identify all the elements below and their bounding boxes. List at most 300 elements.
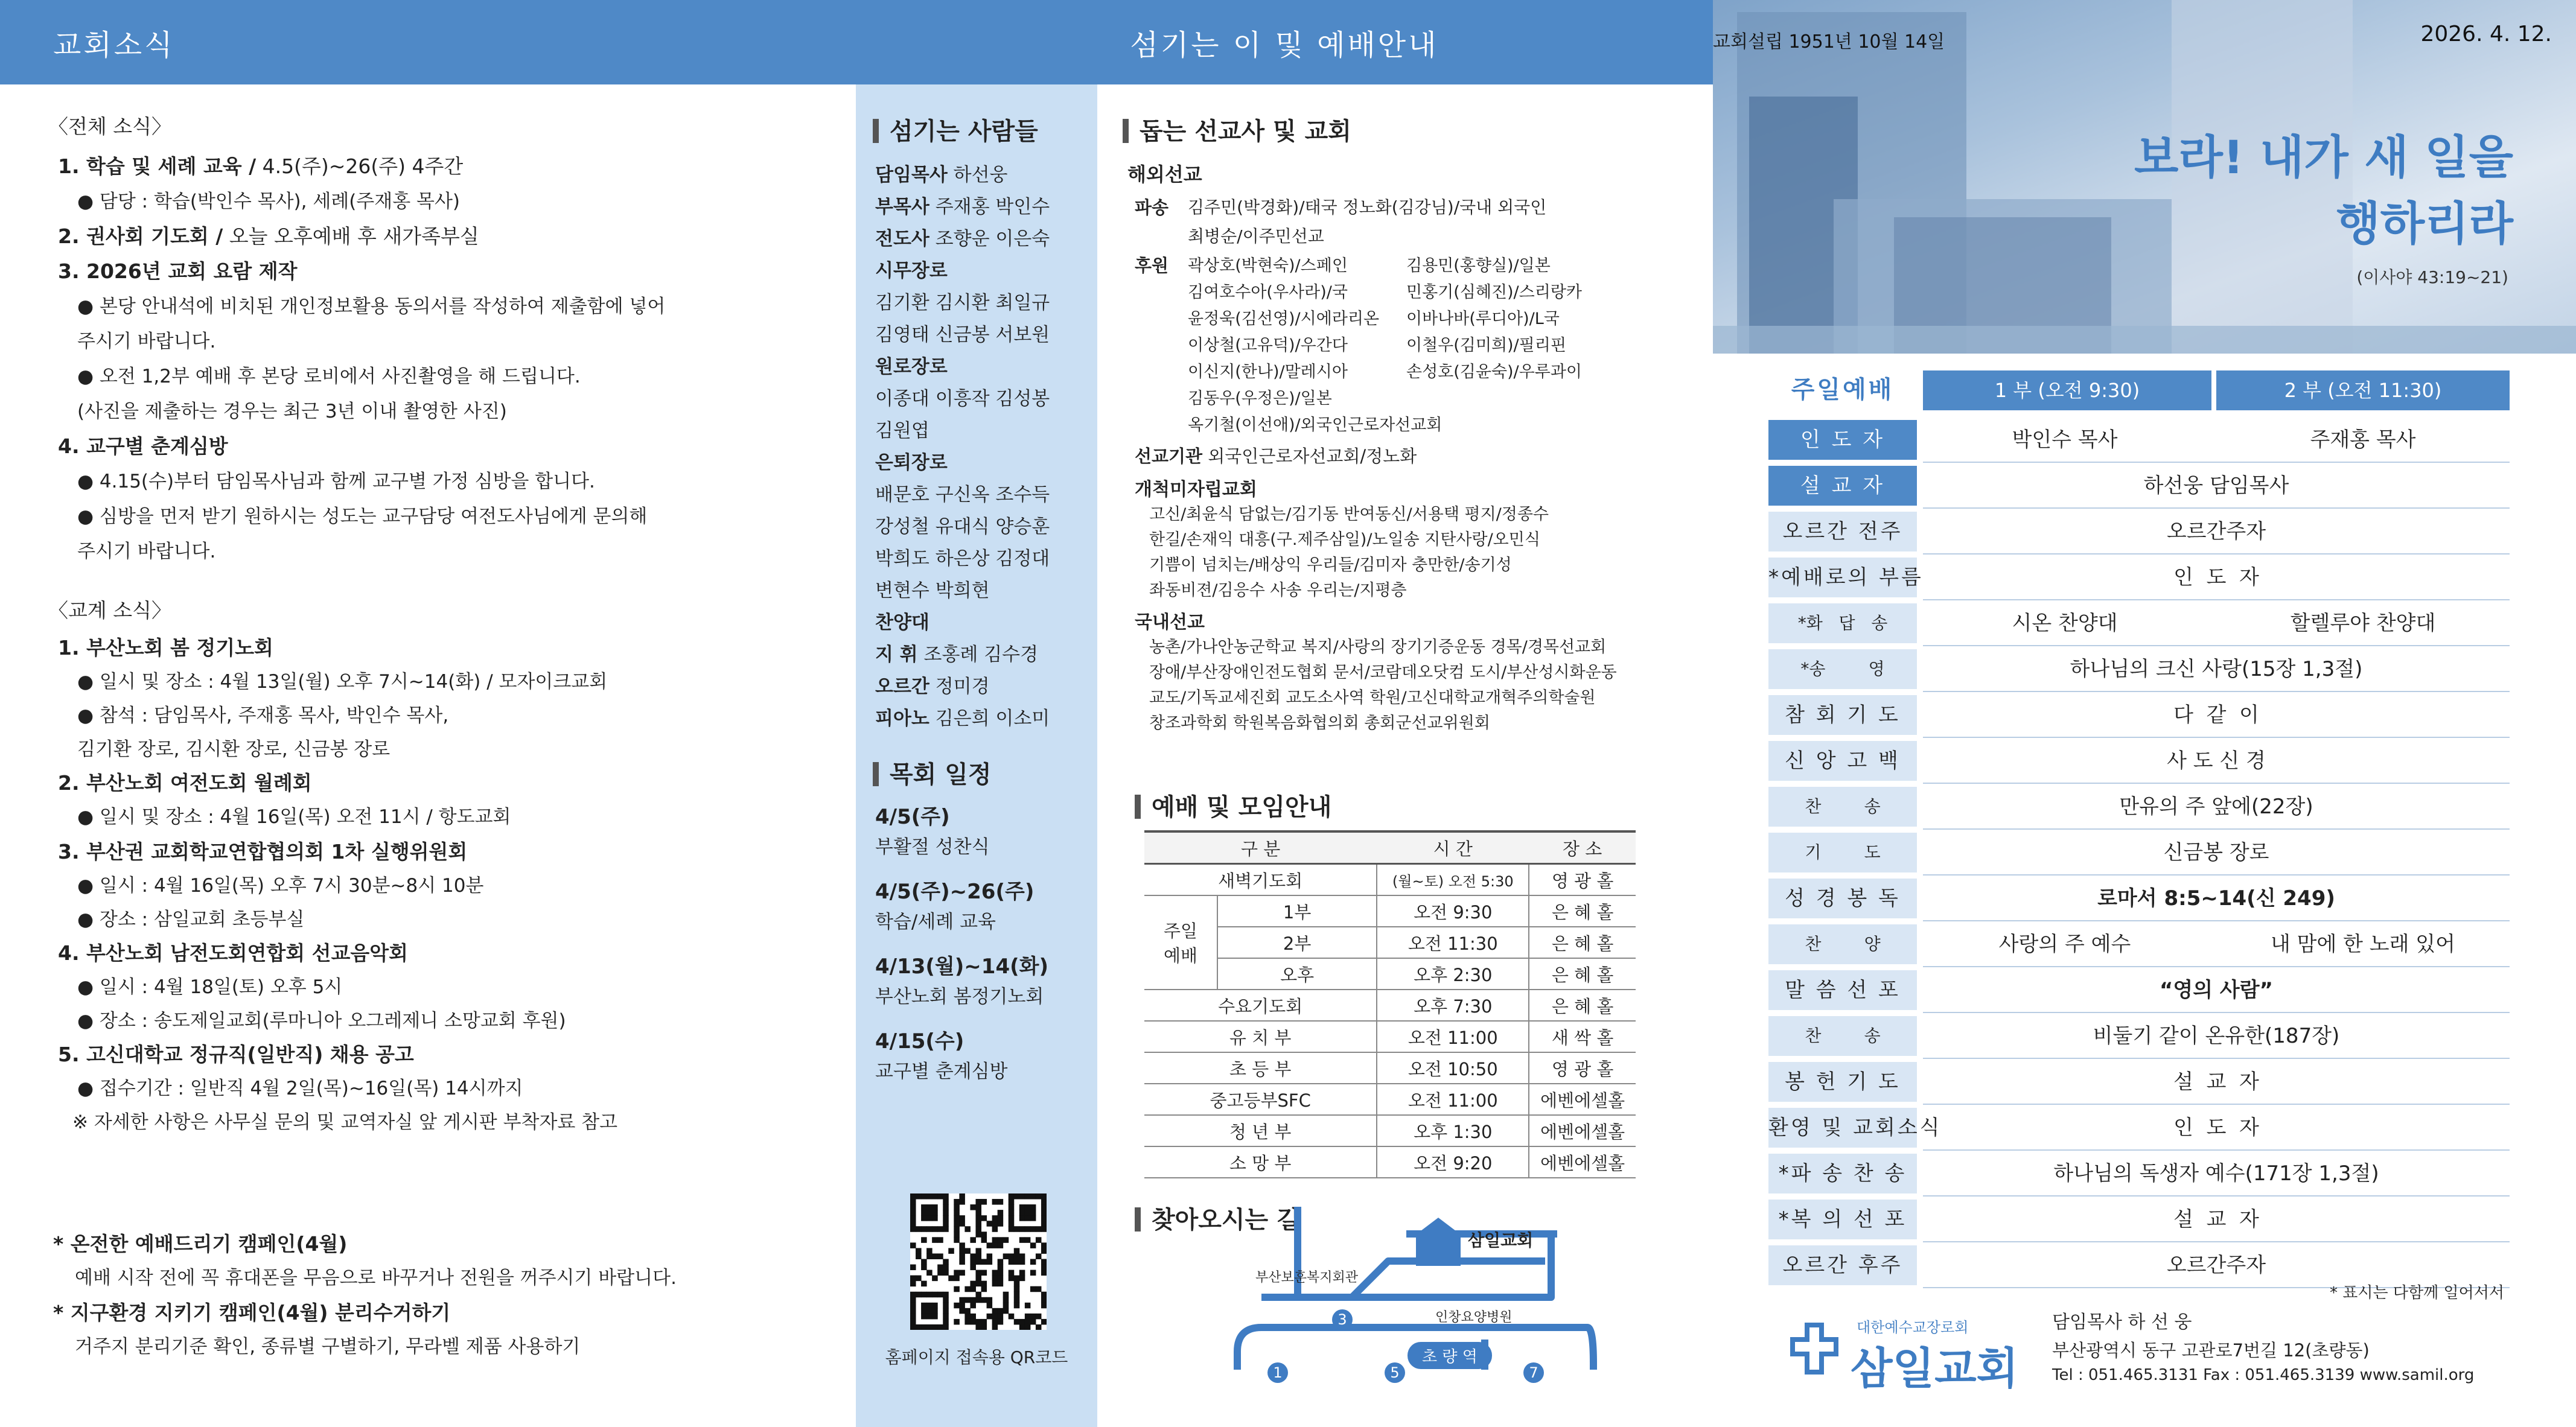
qr-module: [926, 1226, 933, 1232]
worship-schedule-heading: 예배 및 모임안내: [1135, 788, 1331, 822]
order-row: [1768, 1154, 2510, 1193]
qr-module: [932, 1193, 938, 1200]
qr-module: [970, 1319, 976, 1325]
order-label: 인 도 자: [1768, 420, 1917, 460]
qr-module: [987, 1297, 993, 1303]
qr-module: [943, 1259, 949, 1265]
missionary-line: 곽상호(박현숙)/스페인: [1188, 256, 1348, 275]
order-label: 오르간 후주: [1768, 1245, 1917, 1285]
qr-module: [1009, 1259, 1015, 1265]
qr-module: [1019, 1276, 1025, 1282]
qr-module: [954, 1232, 960, 1238]
qr-module: [932, 1204, 938, 1210]
order-divider: [1923, 1058, 2510, 1059]
qr-module: [987, 1221, 993, 1227]
qr-module: [975, 1292, 981, 1298]
order-value: 설 교 자: [2173, 1207, 2259, 1232]
qr-module: [943, 1204, 949, 1210]
exit-3-marker: 3: [1332, 1309, 1353, 1330]
server-line: [875, 543, 1050, 570]
missionary-line: 옥기철(이선애)/외국인근로자선교회: [1188, 416, 1443, 434]
schedule-time: 오전 11:00: [1377, 1021, 1529, 1052]
cross-logo-icon: [1790, 1323, 1838, 1375]
qr-module: [948, 1276, 954, 1282]
qr-module: [932, 1276, 938, 1282]
qr-module: [932, 1210, 938, 1216]
dispatch-line: 최병순/이주민선교: [1188, 226, 1324, 246]
qr-module: [1009, 1199, 1015, 1205]
qr-module: [926, 1270, 933, 1276]
campaign-2-body: 거주지 분리기준 확인, 종류별 구별하기, 무라벨 제품 사용하기: [75, 1336, 581, 1358]
qr-module: [1041, 1210, 1047, 1216]
qr-module: [998, 1237, 1004, 1243]
qr-module: [937, 1226, 943, 1232]
qr-module: [1041, 1242, 1047, 1248]
qr-module: [1014, 1259, 1020, 1265]
qr-module: [1025, 1303, 1031, 1309]
news-item-1: 1. 학습 및 세례 교육 / 4.5(주)~26(주) 4주간: [58, 154, 464, 178]
campaign-1-title: * 온전한 예배드리기 캠페인(4월): [53, 1232, 348, 1256]
qr-module: [932, 1308, 938, 1314]
qr-module: [1036, 1237, 1042, 1243]
qr-module: [921, 1324, 927, 1330]
order-value: 박인수 목사: [2012, 428, 2118, 452]
order-row: [1768, 558, 2510, 597]
order-col2-header: 2 부 (오전 11:30): [2216, 370, 2510, 410]
qr-module: [992, 1270, 998, 1276]
schedule-date: 4/13(월)~14(화): [875, 955, 1049, 979]
qr-module: [937, 1253, 943, 1259]
order-divider: [1923, 599, 2510, 600]
server-line: [875, 639, 1038, 666]
qr-module: [975, 1324, 981, 1330]
news-bullet: ● 심방을 먼저 받기 원하시는 성도는 교구담당 여전도사님에게 문의해: [77, 506, 648, 527]
qr-module: [954, 1303, 960, 1309]
server-line: [875, 447, 948, 474]
qr-module: [921, 1303, 927, 1309]
news-item-4: 4. 교구별 춘계심방: [58, 434, 228, 458]
schedule-sub: 오후: [1217, 958, 1377, 990]
server-names: 이종대 이흥작 김성봉: [875, 388, 1050, 410]
exit-1-marker: 1: [1267, 1362, 1288, 1383]
overseas-heading: 해외선교: [1127, 163, 1202, 186]
qr-module: [921, 1308, 927, 1314]
qr-module: [954, 1226, 960, 1232]
order-note: * 표시는 다함께 일어서서: [2330, 1284, 2504, 1302]
server-names: 조향운 이은숙: [929, 228, 1050, 250]
qr-module: [970, 1265, 976, 1271]
qr-module: [1009, 1270, 1015, 1276]
church-bullet: ● 참석 : 담임목사, 주재홍 목사, 박인수 목사,: [77, 705, 449, 726]
qr-module: [992, 1226, 998, 1232]
news-bullet: 주시기 바랍니다.: [77, 331, 216, 352]
qr-module: [981, 1270, 987, 1276]
qr-module: [998, 1242, 1004, 1248]
news-column: [0, 84, 856, 1427]
qr-caption: 홈페이지 접속용 QR코드: [885, 1347, 1068, 1367]
order-label: *송 영: [1768, 649, 1917, 689]
qr-module: [932, 1237, 938, 1243]
qr-module: [1041, 1199, 1047, 1205]
qr-module: [943, 1226, 949, 1232]
qr-module: [1009, 1226, 1015, 1232]
order-title: 주일예배: [1791, 376, 1895, 404]
qr-module: [943, 1303, 949, 1309]
server-line: [875, 223, 1050, 250]
qr-module: [975, 1319, 981, 1325]
qr-module: [975, 1276, 981, 1282]
qr-module: [1025, 1215, 1031, 1221]
server-role: 은퇴장로: [875, 452, 948, 474]
schedule-event: 교구별 춘계심방: [875, 1061, 1008, 1082]
schedule-date: 4/5(주): [875, 805, 950, 829]
order-label: 찬 송: [1768, 787, 1917, 827]
qr-module: [1009, 1276, 1015, 1282]
qr-module: [970, 1204, 976, 1210]
order-value: 주재홍 목사: [2310, 428, 2416, 452]
qr-module: [926, 1248, 933, 1254]
qr-module: [981, 1324, 987, 1330]
qr-module: [1019, 1319, 1025, 1325]
qr-module: [1041, 1221, 1047, 1227]
news-item-3: 3. 2026년 교회 요람 제작: [58, 259, 298, 283]
qr-module: [981, 1319, 987, 1325]
church-bullet: ● 일시 및 장소 : 4월 13일(월) 오후 7시~14(화) / 모자이크교회: [77, 671, 608, 693]
qr-module: [970, 1259, 976, 1265]
order-label: *화 답 송: [1768, 603, 1917, 643]
qr-module: [910, 1221, 916, 1227]
qr-module: [943, 1292, 949, 1298]
news-bullet: ● 오전 1,2부 예배 후 본당 로비에서 사진촬영을 해 드립니다.: [77, 366, 581, 387]
server-line: [875, 415, 929, 442]
motto-line2: 행하리라: [2336, 197, 2513, 250]
order-divider: [1923, 1241, 2510, 1242]
qr-module: [943, 1308, 949, 1314]
qr-module: [1030, 1314, 1036, 1320]
order-row: [1768, 1245, 2510, 1285]
qr-module: [987, 1314, 993, 1320]
qr-module: [1019, 1253, 1025, 1259]
qr-module: [981, 1237, 987, 1243]
founded-date: 교회설립 1951년 10월 14일: [1713, 31, 1945, 52]
missions-column: [1111, 84, 1708, 809]
qr-module: [981, 1281, 987, 1287]
schedule-category: 청 년 부: [1144, 1115, 1377, 1146]
order-value: 사 도 신 경: [2167, 749, 2266, 773]
map-welfare-label: 부산보훈복지회관: [1255, 1270, 1359, 1285]
qr-module: [1009, 1215, 1015, 1221]
server-line: [875, 479, 1050, 506]
server-line: [875, 255, 948, 282]
missionary-line: 이철우(김미희)/필리핀: [1406, 336, 1566, 355]
church-bullet: 김기환 장로, 김시환 장로, 신금봉 장로: [77, 739, 391, 760]
qr-module: [1041, 1248, 1047, 1254]
qr-module: [1030, 1210, 1036, 1216]
qr-module: [981, 1259, 987, 1265]
church-name-logo: 삼일교회: [1851, 1343, 2019, 1394]
qr-module: [970, 1253, 976, 1259]
order-value: 오르간주자: [2166, 520, 2266, 544]
qr-module: [948, 1248, 954, 1254]
qr-module: [943, 1199, 949, 1205]
order-divider: [1923, 1012, 2510, 1013]
schedule-place: 은 혜 홀: [1529, 895, 1636, 927]
qr-module: [998, 1259, 1004, 1265]
qr-module: [932, 1215, 938, 1221]
order-value: “영의 사람”: [2160, 978, 2273, 1002]
qr-module: [921, 1210, 927, 1216]
server-names: 박희도 하은상 김정대: [875, 548, 1050, 570]
qr-module: [926, 1303, 933, 1309]
schedule-time: 오전 9:30: [1377, 895, 1529, 927]
qr-module: [959, 1199, 965, 1205]
server-role: 지 휘: [875, 644, 918, 666]
schedule-time: 오전 10:50: [1377, 1052, 1529, 1084]
qr-module: [954, 1199, 960, 1205]
qr-module: [921, 1259, 927, 1265]
qr-module: [1030, 1215, 1036, 1221]
qr-module: [932, 1303, 938, 1309]
campaign-2-title: * 지구환경 지키기 캠페인(4월) 분리수거하기: [53, 1301, 451, 1324]
qr-module: [981, 1286, 987, 1292]
server-line: [875, 159, 1008, 186]
qr-module: [1041, 1193, 1047, 1200]
missionary-line: 이바나바(루디아)/L국: [1406, 310, 1560, 328]
qr-module: [1019, 1215, 1025, 1221]
server-names: 정미경: [929, 676, 990, 698]
qr-module: [1019, 1193, 1025, 1200]
order-divider: [1923, 1195, 2510, 1197]
qr-module: [926, 1210, 933, 1216]
qr-module: [932, 1253, 938, 1259]
mid-header-bar: [856, 0, 1713, 84]
qr-module: [921, 1204, 927, 1210]
church-bullet: ● 일시 및 장소 : 4월 16일(목) 오전 11시 / 항도교회: [77, 806, 511, 828]
qr-module: [943, 1314, 949, 1320]
schedule-row: [1144, 927, 1636, 958]
qr-module: [1009, 1221, 1015, 1227]
church-bullet: ● 장소 : 송도제일교회(루마니아 오그레제니 소망교회 후원): [77, 1010, 566, 1032]
qr-module: [959, 1259, 965, 1265]
qr-module: [1036, 1286, 1042, 1292]
schedule-category: 수요기도회: [1144, 990, 1377, 1021]
order-value: 설 교 자: [2173, 1070, 2259, 1094]
qr-module: [964, 1286, 971, 1292]
server-line: [875, 351, 948, 378]
qr-module: [1014, 1319, 1020, 1325]
qr-module: [1014, 1281, 1020, 1287]
qr-module: [1030, 1226, 1036, 1232]
news-bullet: ● 담당 : 학습(박인수 목사), 세례(주재홍 목사): [77, 191, 460, 212]
qr-module: [959, 1193, 965, 1200]
qr-module: [1041, 1215, 1047, 1221]
order-value: 만유의 주 앞에(22장): [2119, 795, 2313, 819]
qr-module: [916, 1324, 922, 1330]
order-divider: [1923, 966, 2510, 967]
qr-module: [910, 1226, 916, 1232]
denomination: 대한예수교장로회: [1857, 1319, 1969, 1336]
qr-module: [1036, 1253, 1042, 1259]
qr-module: [959, 1297, 965, 1303]
schedule-place: 은 혜 홀: [1529, 990, 1636, 1021]
exit-5-marker: 5: [1385, 1362, 1405, 1383]
qr-module: [981, 1297, 987, 1303]
schedule-event: 부활절 성찬식: [875, 836, 990, 858]
qr-module: [1009, 1210, 1015, 1216]
qr-module: [1041, 1226, 1047, 1232]
pioneer-church-line: 고신/최윤식 담없는/김기동 반여동신/서용택 평지/정종수: [1149, 505, 1549, 524]
qr-module: [975, 1270, 981, 1276]
qr-module: [987, 1259, 993, 1265]
qr-module: [975, 1248, 981, 1254]
server-role: 부목사: [875, 196, 929, 218]
motto-line1: 보라! 내가 새 일을: [2134, 130, 2513, 184]
qr-module: [926, 1314, 933, 1320]
support-label: 후원: [1135, 255, 1169, 276]
qr-module: [1041, 1270, 1047, 1276]
missions-heading: 돕는 선교사 및 교회: [1123, 112, 1351, 147]
qr-module: [975, 1232, 981, 1238]
order-label: 말 씀 선 포: [1768, 970, 1917, 1010]
schedule-row: [1144, 1052, 1636, 1084]
qr-module: [1014, 1248, 1020, 1254]
order-row: [1768, 970, 2510, 1010]
qr-module: [998, 1265, 1004, 1271]
schedule-time: 오전 11:00: [1377, 1084, 1529, 1115]
qr-module: [992, 1276, 998, 1282]
server-line: [875, 575, 990, 602]
qr-module: [1003, 1303, 1009, 1309]
server-names: 김기환 김시환 최일규: [875, 292, 1050, 314]
qr-module: [910, 1292, 916, 1298]
qr-module: [943, 1193, 949, 1200]
order-row: [1768, 603, 2510, 643]
qr-module: [1025, 1314, 1031, 1320]
order-value: 다 같 이: [2173, 703, 2259, 727]
qr-module: [959, 1242, 965, 1248]
qr-module: [1003, 1297, 1009, 1303]
missionary-line: 손성호(김윤숙)/우루과이: [1406, 363, 1582, 381]
qr-module: [998, 1319, 1004, 1325]
qr-module: [992, 1242, 998, 1248]
qr-module: [998, 1221, 1004, 1227]
pioneer-church-line: 좌동비젼/김응수 사송 우리는/지평층: [1149, 581, 1407, 600]
schedule-row: [1144, 895, 1636, 927]
missionary-line: 이상철(고유덕)/우간다: [1188, 336, 1348, 355]
order-label: 찬 양: [1768, 924, 1917, 964]
domestic-mission-line: 농촌/가나안농군학교 복지/사랑의 장기기증운동 경목/경목선교회: [1149, 638, 1607, 656]
order-divider: [1923, 645, 2510, 646]
server-names: 조홍례 김수경: [917, 644, 1039, 666]
qr-module: [998, 1308, 1004, 1314]
schedule-row: [1144, 864, 1636, 896]
order-label: 참 회 기 도: [1768, 695, 1917, 735]
qr-module: [1019, 1259, 1025, 1265]
qr-module: [921, 1215, 927, 1221]
order-divider: [1923, 1149, 2510, 1151]
order-row: [1768, 420, 2510, 460]
qr-module: [959, 1303, 965, 1309]
qr-module: [1025, 1319, 1031, 1325]
schedule-place: 에벤에셀홀: [1529, 1146, 1636, 1178]
server-names: 김은희 이소미: [929, 708, 1050, 729]
qr-module: [1014, 1292, 1020, 1298]
schedule-header-row: [1144, 831, 1636, 864]
news-bullet: ● 본당 안내석에 비치된 개인정보활용 동의서를 작성하여 제출함에 넣어: [77, 296, 666, 317]
order-label: 환영 및 교회소식: [1768, 1108, 1917, 1148]
church-bullet: ● 장소 : 삼일교회 초등부실: [77, 909, 305, 930]
server-names: 하선웅: [947, 164, 1008, 186]
order-label: 기 도: [1768, 833, 1917, 872]
qr-module: [926, 1215, 933, 1221]
qr-module: [975, 1281, 981, 1287]
qr-module: [926, 1253, 933, 1259]
qr-module: [975, 1259, 981, 1265]
missionary-line: 민홍기(심혜진)/스리랑카: [1406, 283, 1582, 302]
schedule-place: 은 혜 홀: [1529, 927, 1636, 958]
schedule-event: 학습/세례 교육: [875, 911, 996, 933]
qr-module: [1041, 1259, 1047, 1265]
qr-module: [992, 1237, 998, 1243]
qr-code[interactable]: [910, 1193, 1047, 1330]
qr-module: [916, 1253, 922, 1259]
pioneer-church-line: 한길/손재익 대흥(구.제주삼일)/노일송 지탄사랑/오민식: [1149, 530, 1540, 549]
qr-module: [937, 1270, 943, 1276]
order-row: [1768, 512, 2510, 551]
qr-module: [910, 1215, 916, 1221]
church-bullet: ※ 자세한 사항은 사무실 문의 및 교역자실 앞 게시판 부착자료 참고: [72, 1111, 618, 1133]
church-item-4: 4. 부산노회 남전도회연합회 선교음악회: [58, 941, 409, 965]
order-label: 신 앙 고 백: [1768, 741, 1917, 781]
schedule-category: 주일 예배: [1144, 895, 1217, 990]
order-value: 하선웅 담임목사: [2143, 474, 2289, 498]
order-row: [1768, 1016, 2510, 1056]
missionary-line: 이신지(한나)/말레시아: [1188, 363, 1348, 381]
qr-module: [926, 1204, 933, 1210]
church-bullet: ● 접수기간 : 일반직 4월 2일(목)~16일(목) 14시까지: [77, 1078, 523, 1099]
qr-module: [932, 1226, 938, 1232]
server-role: 전도사: [875, 228, 929, 250]
order-row: [1768, 695, 2510, 735]
order-divider: [1923, 507, 2510, 509]
qr-module: [1014, 1253, 1020, 1259]
order-label: 설 교 자: [1768, 466, 1917, 506]
qr-module: [926, 1292, 933, 1298]
order-divider: [1923, 828, 2510, 830]
schedule-row: [1144, 1115, 1636, 1146]
qr-module: [910, 1308, 916, 1314]
qr-module: [1003, 1292, 1009, 1298]
qr-module: [943, 1270, 949, 1276]
order-value: 할렐루야 찬양대: [2290, 611, 2436, 635]
news-bullet: ● 4.15(수)부터 담임목사님과 함께 교구별 가정 심방을 합니다.: [77, 471, 595, 492]
qr-module: [943, 1215, 949, 1221]
domestic-heading: 국내선교: [1135, 612, 1205, 633]
qr-module: [1030, 1193, 1036, 1200]
order-value: 사랑의 주 예수: [1998, 932, 2131, 956]
news-title: 교회소식: [53, 28, 175, 62]
server-line: [875, 319, 1050, 346]
qr-module: [1030, 1204, 1036, 1210]
qr-module: [943, 1265, 949, 1271]
qr-module: [1014, 1303, 1020, 1309]
qr-module: [1030, 1242, 1036, 1248]
order-label: 오르간 전주: [1768, 512, 1917, 551]
qr-module: [970, 1303, 976, 1309]
qr-module: [954, 1270, 960, 1276]
qr-module: [1014, 1297, 1020, 1303]
qr-module: [964, 1314, 971, 1320]
